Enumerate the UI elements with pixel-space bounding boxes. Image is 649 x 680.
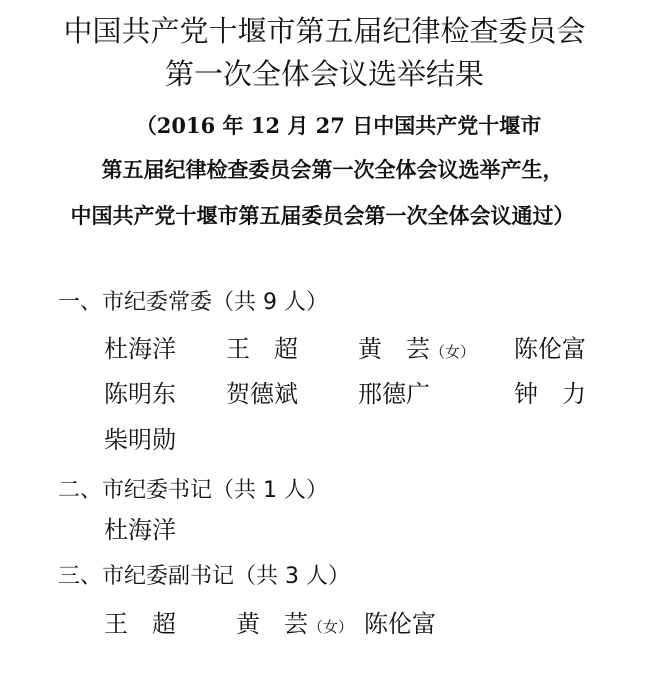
name-item: 王 超 <box>226 335 298 363</box>
section-heading-deputy-secretary: 三、市纪委副书记（共 3 人） <box>58 564 350 589</box>
subtitle-line-1: （2016 年 12 月 27 日中国共产党十堰市 <box>135 113 542 138</box>
document-title-line-1: 中国共产党十堰市第五届纪律检查委员会 <box>63 14 586 48</box>
name-item: 陈伦富 <box>364 610 436 638</box>
gender-note: （女） <box>308 618 354 636</box>
document-title-line-2: 第一次全体会议选举结果 <box>164 57 484 91</box>
name-item: 杜海洋 <box>104 335 176 363</box>
section-heading-standing-committee: 一、市纪委常委（共 9 人） <box>58 290 328 315</box>
name-item: 陈明东 <box>104 380 176 408</box>
name-item: 陈伦富 <box>514 335 586 363</box>
name-item <box>358 334 475 367</box>
subtitle-line-2: 第五届纪律检查委员会第一次全体会议选举产生， <box>101 157 564 182</box>
name-item <box>236 609 353 642</box>
name-text: 黄 芸 <box>236 610 308 638</box>
name-item: 柴明勋 <box>104 426 176 454</box>
gender-note: （女） <box>430 343 476 361</box>
name-item: 邢德广 <box>358 380 430 408</box>
name-item: 王 超 <box>104 610 176 638</box>
section-heading-secretary: 二、市纪委书记（共 1 人） <box>58 478 328 503</box>
subtitle-line-3: 中国共产党十堰市第五届委员会第一次全体会议通过） <box>70 203 575 228</box>
name-text: 黄 芸 <box>358 335 430 363</box>
name-item: 钟 力 <box>514 380 586 408</box>
name-item: 贺德斌 <box>226 380 298 408</box>
name-item: 杜海洋 <box>104 516 176 544</box>
